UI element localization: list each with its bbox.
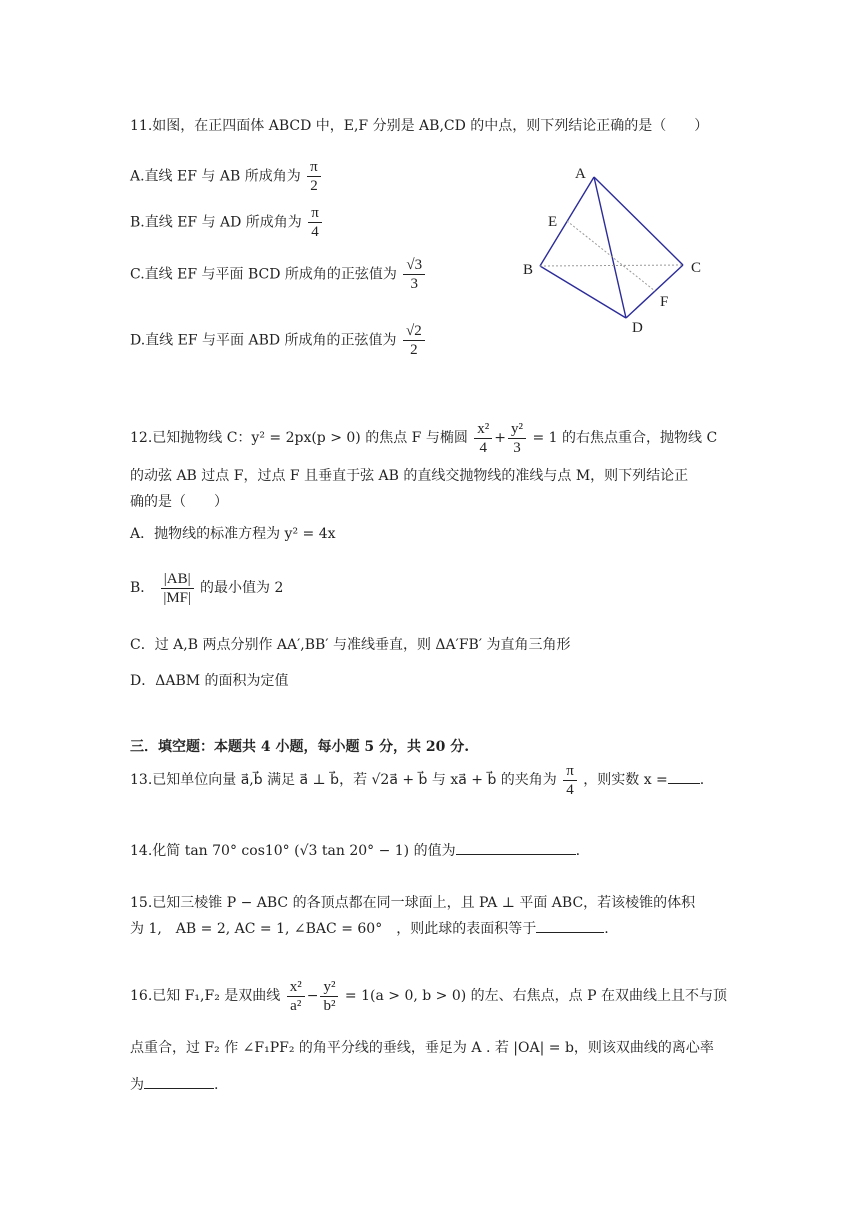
frac-den: |MF| [163, 589, 192, 606]
q16-line1 [130, 976, 727, 1016]
frac-den: 2 [310, 178, 318, 194]
q11-stem: 11.如图，在正四面体 ABCD 中，E,F 分别是 AB,CD 的中点，则下列结论正确的是（ ） [130, 118, 709, 134]
q11-b-fraction [308, 204, 322, 241]
q11-c-fraction [403, 256, 425, 293]
q11-option-a-text: A.直线 EF 与 AB 所成角为 [130, 168, 301, 185]
frac-den: 3 [410, 276, 418, 292]
q12-option-b-prefix: B． [130, 580, 155, 596]
frac-den: 3 [513, 439, 521, 456]
q13-end: . [699, 772, 705, 788]
q12-option-c: C．过 A,B 两点分别作 AA′,BB′ 与准线垂直，则 ΔA′FB′ 为直角三角形 [130, 637, 571, 653]
q11-option-a [130, 158, 323, 195]
q12-stem-part2: = 1 的右焦点重合，抛物线 C [532, 430, 718, 446]
frac-den: 4 [311, 224, 319, 240]
label-f: F [660, 294, 669, 310]
q13-text-part2: ，则实数 x = [583, 772, 668, 788]
edge-bd [540, 266, 626, 318]
q16-end: . [214, 1077, 219, 1093]
q16-text-part3: 为 [130, 1077, 144, 1093]
q12-option-b-suffix: 的最小值为 2 [200, 580, 284, 596]
frac-num: y² [508, 420, 526, 439]
frac-den: b² [323, 997, 336, 1014]
plus-sign: + [494, 430, 507, 446]
q13-answer-blank[interactable] [668, 769, 700, 784]
frac-den: 2 [410, 342, 418, 358]
q14-answer-blank[interactable] [456, 840, 576, 855]
frac-num: x² [474, 420, 492, 439]
q13 [130, 760, 704, 800]
edge-bc-hidden [540, 265, 683, 266]
frac-den: 4 [566, 781, 574, 798]
label-b: B [523, 262, 534, 278]
q12-stem-part1: 12.已知抛物线 C：y² = 2px(p > 0) 的焦点 F 与椭圆 [130, 430, 468, 446]
frac-num: x² [287, 978, 305, 997]
edge-ad [594, 177, 626, 318]
q11-option-b-text: B.直线 EF 与 AD 所成角为 [130, 214, 302, 231]
minus-sign: − [306, 988, 319, 1004]
frac-den: 4 [479, 439, 488, 456]
q11-a-fraction [307, 158, 321, 195]
q11-option-c-text: C.直线 EF 与平面 BCD 所成角的正弦值为 [130, 266, 397, 283]
segment-ef-hidden [567, 221, 655, 291]
q12-b-fraction [161, 570, 194, 607]
q15-answer-blank[interactable] [536, 918, 604, 933]
q13-fraction [563, 762, 577, 799]
q16-frac2 [320, 978, 338, 1015]
q11-option-d [130, 322, 427, 359]
q12-option-a: A．抛物线的标准方程为 y² = 4x [130, 526, 336, 542]
q14-text: 14.化简 tan 70° cos10° (√3 tan 20° − 1) 的值为 [130, 843, 456, 859]
edge-cd [626, 265, 683, 318]
q12-stem-line2: 的动弦 AB 过点 F，过点 F 且垂直于弦 AB 的直线交抛物线的准线与点 M，则下列结论正 [130, 468, 689, 484]
edge-ac [594, 177, 683, 265]
label-e: E [548, 214, 558, 230]
frac-num: π [563, 762, 577, 781]
q12-stem-line1 [130, 418, 717, 458]
q12-stem-line3: 确的是（ ） [130, 494, 228, 510]
label-c: C [691, 260, 702, 276]
q11-option-d-text: D.直线 EF 与平面 ABD 所成角的正弦值为 [130, 332, 397, 349]
frac-num: √2 [403, 322, 425, 341]
section-three-heading: 三．填空题：本题共 4 小题，每小题 5 分，共 20 分. [130, 739, 470, 755]
q16-text-part2: = 1(a > 0, b > 0) 的左、右焦点，点 P 在双曲线上且不与顶 [344, 988, 727, 1004]
q16-frac1 [287, 978, 305, 1015]
q12-ellipse-frac2 [508, 420, 526, 457]
q11-option-b [130, 204, 324, 241]
label-a: A [575, 166, 586, 182]
q16-text-part1: 16.已知 F₁,F₂ 是双曲线 [130, 988, 281, 1004]
q14-end: . [575, 843, 581, 859]
q15-line2 [130, 918, 609, 939]
q15-text: 为 1, AB = 2, AC = 1, ∠BAC = 60° ，则此球的表面积等于 [130, 921, 537, 937]
q11-d-fraction [403, 322, 425, 359]
q12-ellipse-frac1 [474, 420, 492, 457]
q12-option-b [130, 566, 283, 610]
q14 [130, 840, 580, 861]
frac-den: a² [290, 997, 302, 1014]
frac-num: y² [320, 978, 338, 997]
frac-num: π [308, 204, 322, 223]
q15-line1: 15.已知三棱锥 P − ABC 的各顶点都在同一球面上，且 PA ⊥ 平面 ABC，若该棱锥的体积 [130, 895, 696, 911]
q16-line2: 点重合，过 F₂ 作 ∠F₁PF₂ 的角平分线的垂线，垂足为 A . 若 |OA| = b，则该双曲线的离心率 [130, 1040, 714, 1056]
frac-num: √3 [403, 256, 425, 275]
q16-answer-blank[interactable] [144, 1074, 214, 1089]
frac-num: π [307, 158, 321, 177]
frac-num: |AB| [161, 570, 194, 589]
q15-end: . [604, 921, 609, 937]
label-d: D [632, 320, 643, 336]
tetrahedron-figure [515, 160, 715, 340]
q12-option-d: D．ΔABM 的面积为定值 [130, 673, 289, 689]
q11-option-c [130, 256, 427, 293]
q13-text-part1: 13.已知单位向量 a⃗,b⃗ 满足 a⃗ ⊥ b⃗，若 √2a⃗ + b⃗ 与 xa⃗ + b⃗ 的夹角为 [130, 772, 557, 788]
q16-line3 [130, 1074, 218, 1095]
